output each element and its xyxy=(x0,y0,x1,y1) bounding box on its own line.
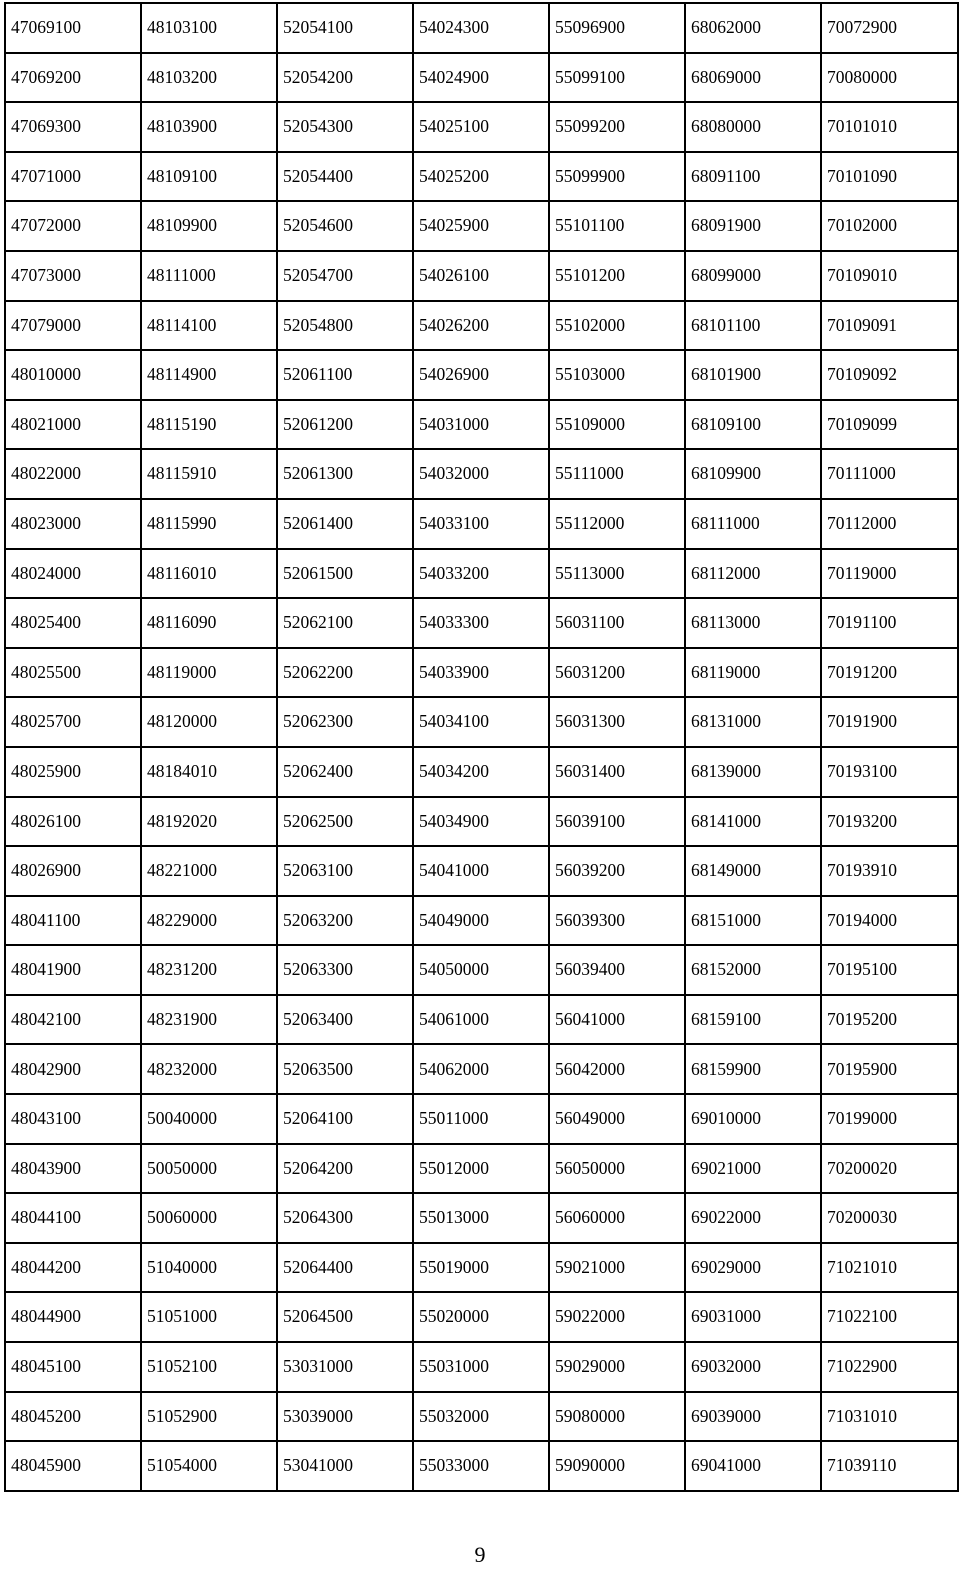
table-cell: 55102000 xyxy=(549,301,685,351)
table-cell: 55012000 xyxy=(413,1144,549,1194)
table-row xyxy=(5,896,958,946)
table-cell: 54061000 xyxy=(413,995,549,1045)
table-cell: 56039300 xyxy=(549,896,685,946)
table-cell: 48044900 xyxy=(5,1292,141,1342)
table-cell: 52063400 xyxy=(277,995,413,1045)
table-row xyxy=(5,648,958,698)
table-cell: 70109010 xyxy=(821,251,958,301)
table-cell: 68101100 xyxy=(685,301,821,351)
table-cell: 54025100 xyxy=(413,102,549,152)
table-cell: 56049000 xyxy=(549,1094,685,1144)
table-cell: 48044200 xyxy=(5,1243,141,1293)
table-cell: 47079000 xyxy=(5,301,141,351)
table-cell: 47071000 xyxy=(5,152,141,202)
table-cell: 69010000 xyxy=(685,1094,821,1144)
table-cell: 53041000 xyxy=(277,1441,413,1491)
table-row xyxy=(5,350,958,400)
table-cell: 48192020 xyxy=(141,797,277,847)
table-cell: 52064300 xyxy=(277,1193,413,1243)
table-row xyxy=(5,3,958,53)
table-cell: 52064400 xyxy=(277,1243,413,1293)
table-cell: 55020000 xyxy=(413,1292,549,1342)
table-cell: 55111000 xyxy=(549,449,685,499)
table-cell: 48025700 xyxy=(5,697,141,747)
table-cell: 68149000 xyxy=(685,846,821,896)
table-cell: 56031100 xyxy=(549,598,685,648)
table-cell: 52063300 xyxy=(277,945,413,995)
table-cell: 48109900 xyxy=(141,201,277,251)
table-cell: 68099000 xyxy=(685,251,821,301)
table-cell: 54033300 xyxy=(413,598,549,648)
table-cell: 52061500 xyxy=(277,549,413,599)
table-row xyxy=(5,797,958,847)
table-cell: 48114900 xyxy=(141,350,277,400)
table-cell: 51051000 xyxy=(141,1292,277,1342)
table-cell: 52054800 xyxy=(277,301,413,351)
table-cell: 68101900 xyxy=(685,350,821,400)
table-cell: 48115910 xyxy=(141,449,277,499)
table-cell: 48025900 xyxy=(5,747,141,797)
table-cell: 52064200 xyxy=(277,1144,413,1194)
table-cell: 54034200 xyxy=(413,747,549,797)
table-cell: 68152000 xyxy=(685,945,821,995)
table-cell: 51040000 xyxy=(141,1243,277,1293)
table-cell: 56031200 xyxy=(549,648,685,698)
table-cell: 70109092 xyxy=(821,350,958,400)
table-cell: 70191100 xyxy=(821,598,958,648)
table-cell: 52063500 xyxy=(277,1044,413,1094)
table-cell: 54033100 xyxy=(413,499,549,549)
table-cell: 69029000 xyxy=(685,1243,821,1293)
table-cell: 48229000 xyxy=(141,896,277,946)
table-cell: 70119000 xyxy=(821,549,958,599)
table-cell: 48045900 xyxy=(5,1441,141,1491)
table-cell: 48116090 xyxy=(141,598,277,648)
table-cell: 70101010 xyxy=(821,102,958,152)
table-cell: 53039000 xyxy=(277,1392,413,1442)
table-cell: 48111000 xyxy=(141,251,277,301)
table-cell: 52061400 xyxy=(277,499,413,549)
table-cell: 68131000 xyxy=(685,697,821,747)
table-cell: 48231200 xyxy=(141,945,277,995)
table-cell: 70200020 xyxy=(821,1144,958,1194)
table-cell: 70195900 xyxy=(821,1044,958,1094)
code-table xyxy=(4,2,959,1492)
table-cell: 48022000 xyxy=(5,449,141,499)
table-cell: 52054700 xyxy=(277,251,413,301)
table-cell: 56060000 xyxy=(549,1193,685,1243)
table-cell: 48184010 xyxy=(141,747,277,797)
table-cell: 52063200 xyxy=(277,896,413,946)
table-cell: 70193100 xyxy=(821,747,958,797)
table-cell: 70080000 xyxy=(821,53,958,103)
table-row xyxy=(5,1392,958,1442)
table-row xyxy=(5,152,958,202)
table-cell: 56042000 xyxy=(549,1044,685,1094)
table-cell: 50040000 xyxy=(141,1094,277,1144)
table-cell: 48042900 xyxy=(5,1044,141,1094)
table-cell: 52062500 xyxy=(277,797,413,847)
table-row xyxy=(5,1441,958,1491)
table-cell: 59022000 xyxy=(549,1292,685,1342)
table-row xyxy=(5,449,958,499)
table-cell: 70199000 xyxy=(821,1094,958,1144)
table-cell: 48232000 xyxy=(141,1044,277,1094)
table-cell: 68080000 xyxy=(685,102,821,152)
table-row xyxy=(5,995,958,1045)
table-cell: 48021000 xyxy=(5,400,141,450)
table-cell: 70109099 xyxy=(821,400,958,450)
table-cell: 54062000 xyxy=(413,1044,549,1094)
table-cell: 52064100 xyxy=(277,1094,413,1144)
table-cell: 54049000 xyxy=(413,896,549,946)
table-cell: 70102000 xyxy=(821,201,958,251)
table-cell: 48045100 xyxy=(5,1342,141,1392)
table-row xyxy=(5,1342,958,1392)
table-row xyxy=(5,945,958,995)
table-cell: 68091100 xyxy=(685,152,821,202)
table-cell: 52062400 xyxy=(277,747,413,797)
table-cell: 71022100 xyxy=(821,1292,958,1342)
table-cell: 70193200 xyxy=(821,797,958,847)
table-cell: 48109100 xyxy=(141,152,277,202)
table-cell: 55109000 xyxy=(549,400,685,450)
table-cell: 56041000 xyxy=(549,995,685,1045)
table-cell: 70111000 xyxy=(821,449,958,499)
table-row xyxy=(5,201,958,251)
table-cell: 68113000 xyxy=(685,598,821,648)
table-cell: 59029000 xyxy=(549,1342,685,1392)
table-cell: 68069000 xyxy=(685,53,821,103)
table-row xyxy=(5,400,958,450)
table-cell: 52062300 xyxy=(277,697,413,747)
table-cell: 48042100 xyxy=(5,995,141,1045)
table-cell: 48044100 xyxy=(5,1193,141,1243)
table-cell: 70112000 xyxy=(821,499,958,549)
table-cell: 52064500 xyxy=(277,1292,413,1342)
table-row xyxy=(5,499,958,549)
table-row xyxy=(5,1243,958,1293)
table-cell: 55032000 xyxy=(413,1392,549,1442)
table-cell: 68139000 xyxy=(685,747,821,797)
table-cell: 55096900 xyxy=(549,3,685,53)
table-cell: 54026100 xyxy=(413,251,549,301)
table-cell: 48120000 xyxy=(141,697,277,747)
table-cell: 55019000 xyxy=(413,1243,549,1293)
table-cell: 48026100 xyxy=(5,797,141,847)
table-cell: 69039000 xyxy=(685,1392,821,1442)
table-cell: 55099900 xyxy=(549,152,685,202)
page-number: 9 xyxy=(474,1542,486,1567)
table-cell: 48024000 xyxy=(5,549,141,599)
table-cell: 54041000 xyxy=(413,846,549,896)
table-cell: 52061100 xyxy=(277,350,413,400)
table-cell: 71039110 xyxy=(821,1441,958,1491)
table-cell: 50060000 xyxy=(141,1193,277,1243)
table-cell: 55099200 xyxy=(549,102,685,152)
table-row xyxy=(5,697,958,747)
table-cell: 56031400 xyxy=(549,747,685,797)
table-cell: 54050000 xyxy=(413,945,549,995)
table-cell: 51052100 xyxy=(141,1342,277,1392)
table-cell: 55103000 xyxy=(549,350,685,400)
table-cell: 54026200 xyxy=(413,301,549,351)
table-cell: 52054600 xyxy=(277,201,413,251)
table-cell: 56039200 xyxy=(549,846,685,896)
table-cell: 47069100 xyxy=(5,3,141,53)
table-cell: 70195200 xyxy=(821,995,958,1045)
table-cell: 70072900 xyxy=(821,3,958,53)
table-cell: 52063100 xyxy=(277,846,413,896)
table-row xyxy=(5,1094,958,1144)
table-cell: 48115190 xyxy=(141,400,277,450)
table-cell: 70191900 xyxy=(821,697,958,747)
table-cell: 47073000 xyxy=(5,251,141,301)
table-cell: 70194000 xyxy=(821,896,958,946)
table-cell: 55101200 xyxy=(549,251,685,301)
table-cell: 70109091 xyxy=(821,301,958,351)
table-cell: 68109100 xyxy=(685,400,821,450)
table-cell: 56039400 xyxy=(549,945,685,995)
table-cell: 48103900 xyxy=(141,102,277,152)
table-cell: 54025200 xyxy=(413,152,549,202)
table-cell: 52061300 xyxy=(277,449,413,499)
table-cell: 48010000 xyxy=(5,350,141,400)
table-cell: 48231900 xyxy=(141,995,277,1045)
table-cell: 48043900 xyxy=(5,1144,141,1194)
table-cell: 68109900 xyxy=(685,449,821,499)
table-cell: 54024300 xyxy=(413,3,549,53)
table-cell: 71022900 xyxy=(821,1342,958,1392)
table-cell: 50050000 xyxy=(141,1144,277,1194)
table-cell: 48116010 xyxy=(141,549,277,599)
table-cell: 51052900 xyxy=(141,1392,277,1442)
table-cell: 48103100 xyxy=(141,3,277,53)
table-cell: 54024900 xyxy=(413,53,549,103)
table-cell: 47072000 xyxy=(5,201,141,251)
table-cell: 70193910 xyxy=(821,846,958,896)
table-cell: 48103200 xyxy=(141,53,277,103)
table-row xyxy=(5,1044,958,1094)
table-cell: 48025400 xyxy=(5,598,141,648)
table-cell: 52054300 xyxy=(277,102,413,152)
table-cell: 56031300 xyxy=(549,697,685,747)
table-cell: 69022000 xyxy=(685,1193,821,1243)
table-cell: 68091900 xyxy=(685,201,821,251)
table-cell: 48025500 xyxy=(5,648,141,698)
table-cell: 48119000 xyxy=(141,648,277,698)
table-cell: 48041900 xyxy=(5,945,141,995)
table-cell: 71021010 xyxy=(821,1243,958,1293)
table-cell: 56039100 xyxy=(549,797,685,847)
table-cell: 54032000 xyxy=(413,449,549,499)
table-row xyxy=(5,598,958,648)
table-row xyxy=(5,1193,958,1243)
table-cell: 70101090 xyxy=(821,152,958,202)
table-cell: 52062200 xyxy=(277,648,413,698)
table-cell: 51054000 xyxy=(141,1441,277,1491)
table-cell: 54033900 xyxy=(413,648,549,698)
table-cell: 52062100 xyxy=(277,598,413,648)
table-cell: 69021000 xyxy=(685,1144,821,1194)
table-cell: 52054200 xyxy=(277,53,413,103)
table-cell: 54033200 xyxy=(413,549,549,599)
table-cell: 55013000 xyxy=(413,1193,549,1243)
table-cell: 68151000 xyxy=(685,896,821,946)
table-cell: 47069200 xyxy=(5,53,141,103)
table-cell: 69041000 xyxy=(685,1441,821,1491)
table-cell: 69031000 xyxy=(685,1292,821,1342)
table-cell: 48045200 xyxy=(5,1392,141,1442)
table-row xyxy=(5,846,958,896)
table-cell: 48114100 xyxy=(141,301,277,351)
table-cell: 54031000 xyxy=(413,400,549,450)
table-cell: 68159100 xyxy=(685,995,821,1045)
table-cell: 55099100 xyxy=(549,53,685,103)
table-cell: 55031000 xyxy=(413,1342,549,1392)
table-cell: 56050000 xyxy=(549,1144,685,1194)
table-row xyxy=(5,549,958,599)
table-cell: 48041100 xyxy=(5,896,141,946)
table-row xyxy=(5,301,958,351)
table-cell: 52061200 xyxy=(277,400,413,450)
table-cell: 48115990 xyxy=(141,499,277,549)
table-cell: 68159900 xyxy=(685,1044,821,1094)
table-cell: 48026900 xyxy=(5,846,141,896)
table-cell: 55101100 xyxy=(549,201,685,251)
table-row xyxy=(5,1144,958,1194)
table-cell: 70191200 xyxy=(821,648,958,698)
table-cell: 55011000 xyxy=(413,1094,549,1144)
table-cell: 68062000 xyxy=(685,3,821,53)
table-cell: 48043100 xyxy=(5,1094,141,1144)
table-cell: 54026900 xyxy=(413,350,549,400)
table-row xyxy=(5,102,958,152)
table-cell: 54034900 xyxy=(413,797,549,847)
table-cell: 55113000 xyxy=(549,549,685,599)
table-cell: 70195100 xyxy=(821,945,958,995)
table-cell: 48023000 xyxy=(5,499,141,549)
table-cell: 68119000 xyxy=(685,648,821,698)
table-cell: 68111000 xyxy=(685,499,821,549)
table-cell: 59080000 xyxy=(549,1392,685,1442)
table-cell: 54034100 xyxy=(413,697,549,747)
code-table-body xyxy=(5,3,958,1491)
table-cell: 68141000 xyxy=(685,797,821,847)
table-cell: 59021000 xyxy=(549,1243,685,1293)
table-cell: 71031010 xyxy=(821,1392,958,1442)
table-cell: 70200030 xyxy=(821,1193,958,1243)
table-cell: 53031000 xyxy=(277,1342,413,1392)
table-row xyxy=(5,53,958,103)
table-cell: 52054400 xyxy=(277,152,413,202)
table-cell: 48221000 xyxy=(141,846,277,896)
table-cell: 55112000 xyxy=(549,499,685,549)
table-row xyxy=(5,251,958,301)
table-cell: 55033000 xyxy=(413,1441,549,1491)
table-cell: 52054100 xyxy=(277,3,413,53)
table-cell: 54025900 xyxy=(413,201,549,251)
table-cell: 59090000 xyxy=(549,1441,685,1491)
table-row xyxy=(5,747,958,797)
table-cell: 68112000 xyxy=(685,549,821,599)
table-row xyxy=(5,1292,958,1342)
table-cell: 69032000 xyxy=(685,1342,821,1392)
table-cell: 47069300 xyxy=(5,102,141,152)
